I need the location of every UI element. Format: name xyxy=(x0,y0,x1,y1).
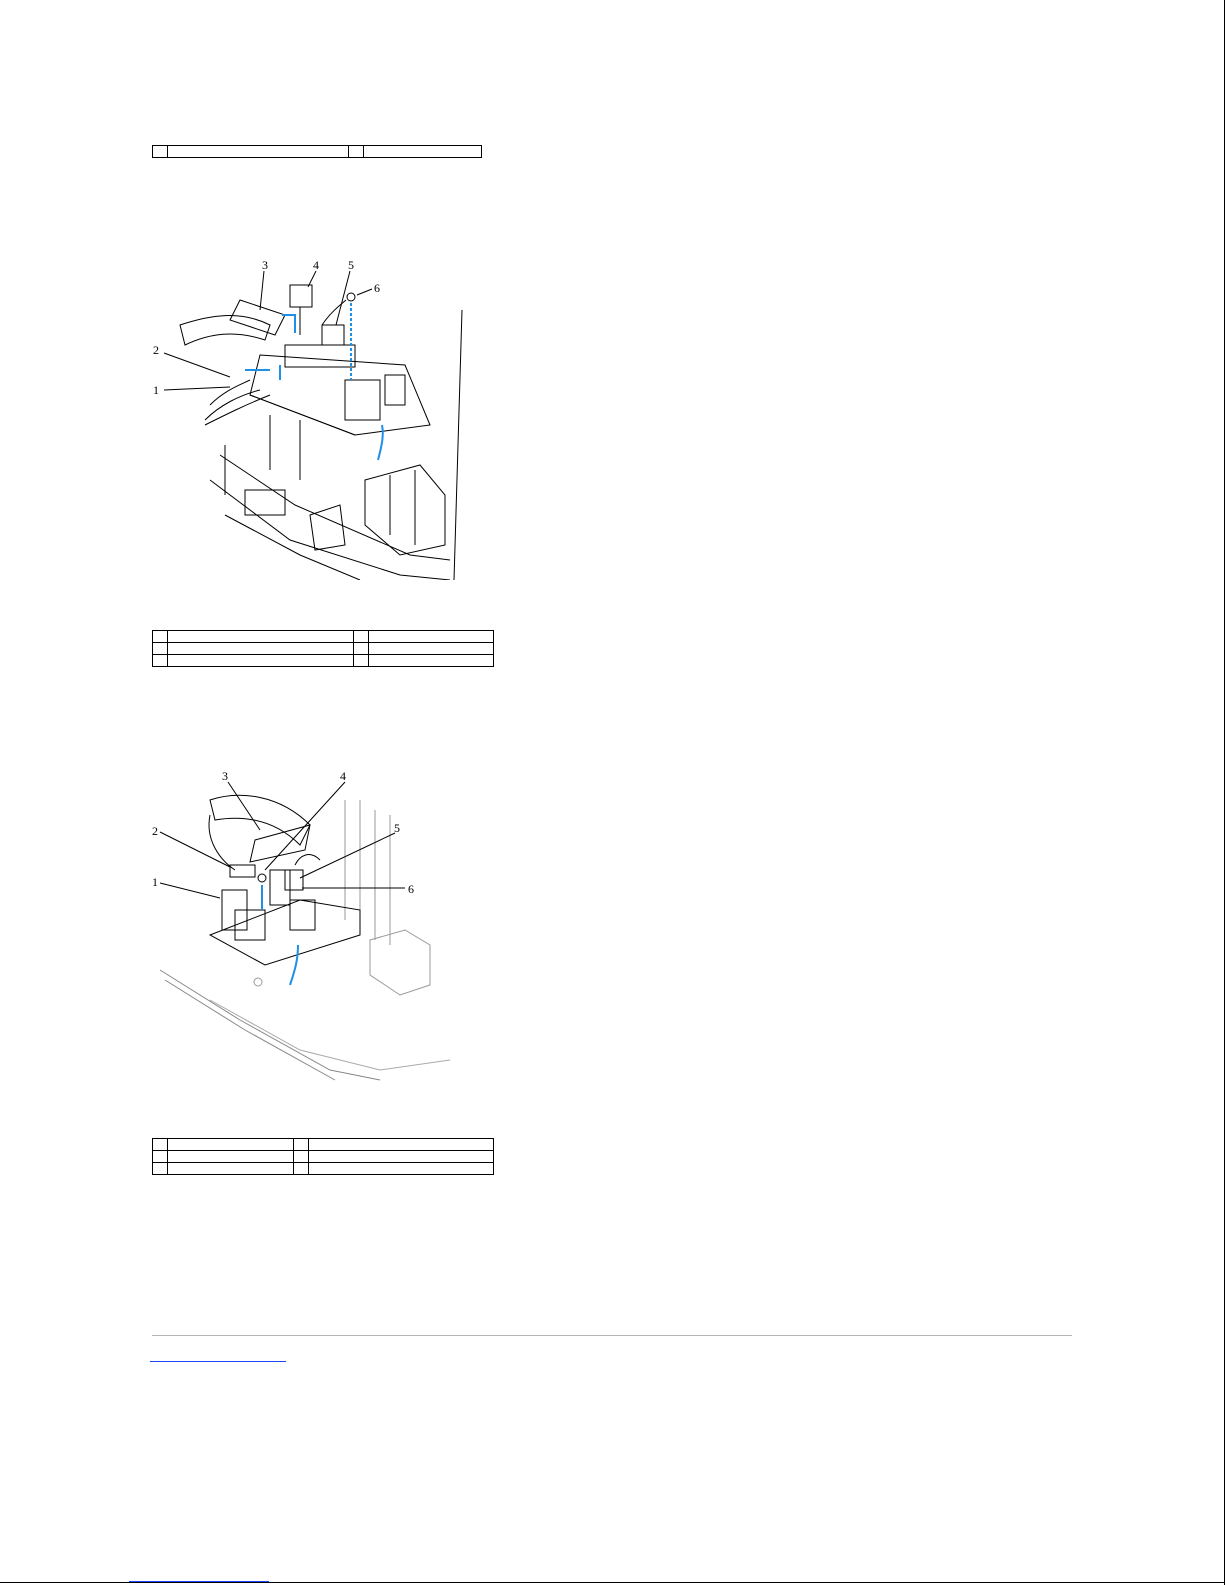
table-cell xyxy=(294,1163,309,1175)
table-cell xyxy=(168,631,354,643)
table-cell xyxy=(153,1139,168,1151)
table-cell xyxy=(168,655,354,667)
table-cell xyxy=(369,643,494,655)
table-cell xyxy=(168,643,354,655)
table-row xyxy=(153,631,494,643)
callout-label: 2 xyxy=(152,824,158,838)
callout-label: 5 xyxy=(394,821,400,835)
table-cell xyxy=(153,643,168,655)
callout-label: 3 xyxy=(222,770,228,783)
figure-1-illustration xyxy=(150,255,470,580)
callout-label: 5 xyxy=(348,258,354,272)
table-row xyxy=(153,655,494,667)
table-row xyxy=(153,1163,494,1175)
table-cell xyxy=(354,655,369,667)
legend-table-1 xyxy=(152,145,482,158)
callout-label: 3 xyxy=(262,258,268,272)
table-cell xyxy=(294,1151,309,1163)
callout-label: 1 xyxy=(153,383,159,397)
table-cell xyxy=(354,631,369,643)
legend-table-3 xyxy=(152,1138,494,1175)
callout-label: 6 xyxy=(408,882,414,896)
table-cell xyxy=(309,1163,494,1175)
callout-label: 1 xyxy=(152,875,158,889)
legend-table-2 xyxy=(152,630,494,667)
callout-label: 4 xyxy=(340,770,346,783)
table-cell xyxy=(153,631,168,643)
table-row xyxy=(153,643,494,655)
table-cell xyxy=(168,1151,294,1163)
table-cell xyxy=(153,146,168,158)
table-cell xyxy=(309,1139,494,1151)
table-cell xyxy=(354,643,369,655)
table-cell xyxy=(364,146,482,158)
table-cell xyxy=(153,1163,168,1175)
table-row xyxy=(153,1151,494,1163)
table-cell xyxy=(153,655,168,667)
callout-label: 6 xyxy=(374,281,380,295)
figure-2-illustration xyxy=(150,770,470,1090)
table-cell xyxy=(153,1151,168,1163)
table-cell xyxy=(168,1139,294,1151)
page-edge-bottom xyxy=(0,1582,1225,1583)
table-cell xyxy=(369,655,494,667)
table-cell xyxy=(349,146,364,158)
table-cell xyxy=(168,146,349,158)
table-row xyxy=(153,146,482,158)
table-cell xyxy=(294,1139,309,1151)
callout-label: 4 xyxy=(313,258,319,272)
table-cell xyxy=(369,631,494,643)
table-row xyxy=(153,1139,494,1151)
horizontal-rule xyxy=(152,1335,1072,1336)
back-to-contents-link[interactable] xyxy=(150,1360,286,1362)
callout-label: 2 xyxy=(153,343,159,357)
table-cell xyxy=(309,1151,494,1163)
table-cell xyxy=(168,1163,294,1175)
